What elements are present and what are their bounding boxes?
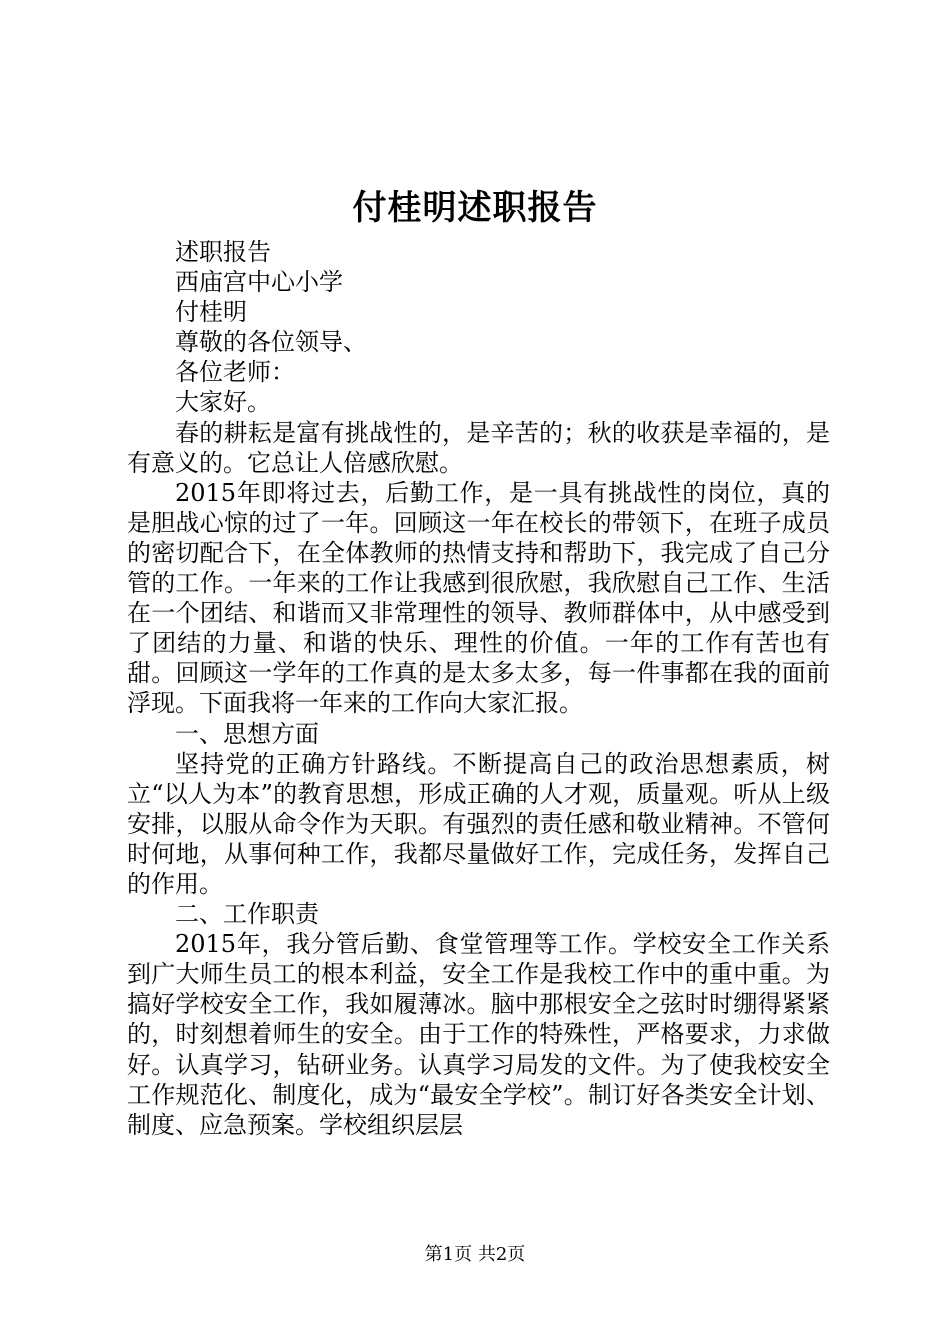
paragraph: 西庙宫中心小学 [175,268,343,297]
document-title: 付桂明述职报告 [352,188,598,228]
paragraph: 尊敬的各位领导、 [175,328,367,357]
paragraph: 2015年即将过去，后勤工作，是一具有挑战性的岗位，真的是胆战心惊的过了一年。回顾这一年在校长的带领下，在班子成员的密切配合下，在全体教师的热情支持和帮助下，我完成了自己分管的工作。一年来的工作让我感到很欣慰，我欣慰自己工作、生活在一个团结、和谐而又非常理性的领导、教师群体中，从中感受到了团结的力量、和谐的快乐、理性的价值。一年的工作有苦也有甜。回顾这一学年的工作真的是太多太多，每一件事都在我的面前浮现。下面我将一年来的工作向大家汇报。 [127,478,830,718]
paragraph: 付桂明 [175,298,247,327]
paragraph: 大家好。 [175,388,271,417]
paragraph: 春的耕耘是富有挑战性的，是辛苦的；秋的收获是幸福的，是有意义的。它总让人倍感欣慰。 [127,418,830,477]
paragraph: 各位老师： [175,358,295,387]
page-footer: 第1页 共2页 [424,1244,526,1265]
paragraph: 2015年，我分管后勤、食堂管理等工作。学校安全工作关系到广大师生员工的根本利益，安全工作是我校工作中的重中重。为搞好学校安全工作，我如履薄冰。脑中那根安全之弦时时绷得紧紧的，时刻想着师生的安全。由于工作的特殊性，严格要求，力求做好。认真学习，钻研业务。认真学习局发的文件。为了使我校安全工作规范化、制度化，成为“最安全学校”。制订好各类安全计划、制度、应急预案。学校组织层层 [127,930,830,1139]
paragraph: 坚持党的正确方针路线。不断提高自己的政治思想素质，树立“以人为本”的教育思想，形成正确的人才观，质量观。听从上级安排，以服从命令作为天职。有强烈的责任感和敬业精神。不管何时何地，从事何种工作，我都尽量做好工作，完成任务，发挥自己的作用。 [127,749,830,898]
section-heading: 一、思想方面 [175,719,319,748]
paragraph: 述职报告 [175,238,271,266]
section-heading: 二、工作职责 [175,900,319,929]
document-body [127,237,830,1140]
